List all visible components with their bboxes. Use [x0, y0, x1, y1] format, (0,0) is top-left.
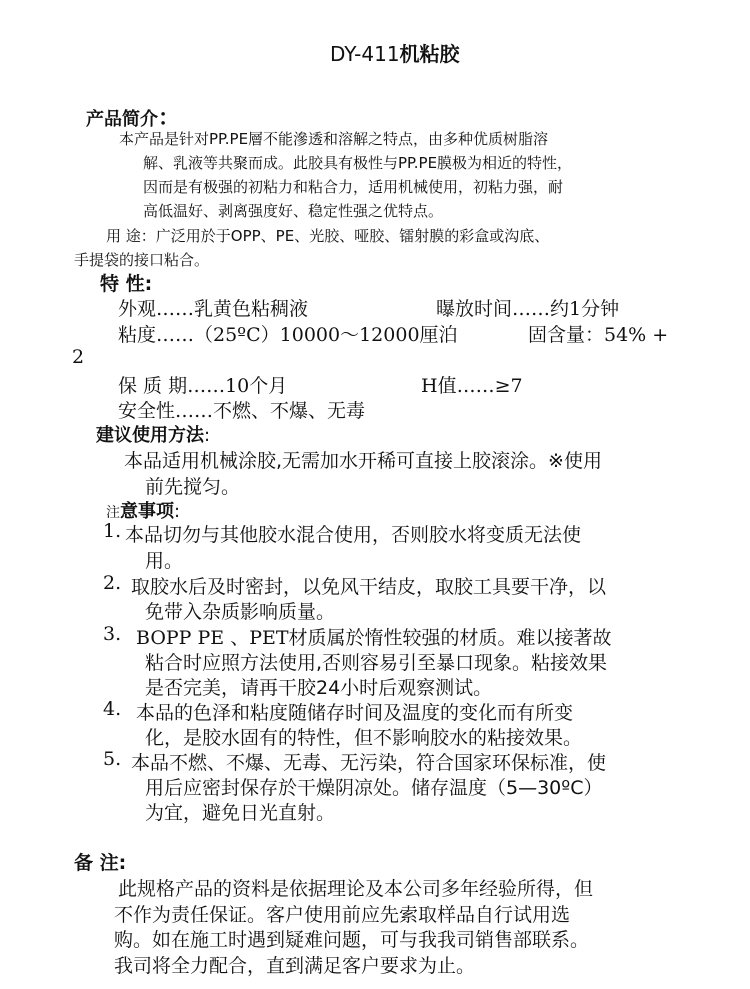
intro-heading: 产品简介：	[86, 106, 181, 131]
note-line: 本品不燃、不爆、无毒、无污染，符合国家环保标准，使	[131, 752, 607, 774]
method-line: 本品适用机械涂胶,无需加水开稀可直接上胶滚涂。※使用	[124, 450, 602, 472]
property-exposure: 曝放时间……约1分钟	[436, 298, 620, 320]
usage-line: 用 途：广泛用於于OPP、PE、光胶、哑胶、镭射膜的彩盒或沟底、	[106, 227, 550, 245]
property-safety: 安全性……不燃、不爆、无毒	[118, 400, 366, 422]
properties-heading: 特 性:	[100, 273, 153, 295]
note-line: 用后应密封保存於干燥阴凉处。储存温度（5—30ºC）	[145, 777, 603, 799]
note-number: 3.	[103, 623, 122, 645]
product-code: DY-411	[330, 42, 400, 66]
property-viscosity: 粘度……（25ºC）10000～12000厘泊	[118, 324, 458, 346]
note-number: 2.	[103, 572, 122, 594]
usage-line: 手提袋的接口粘合。	[74, 251, 210, 269]
note-number: 4.	[103, 698, 122, 720]
remark-heading: 备 注:	[74, 852, 127, 874]
property-solids: 固含量：54% +	[528, 324, 669, 346]
property-appearance: 外观……乳黄色粘稠液	[118, 298, 309, 320]
intro-line: 高低温好、剥离强度好、稳定性强之优特点。	[143, 202, 444, 220]
note-line: 免带入杂质影响质量。	[145, 601, 336, 623]
method-line: 前先搅匀。	[145, 476, 241, 498]
note-number: 1.	[103, 520, 122, 542]
intro-line: 因而是有极强的初粘力和粘合力，适用机械使用，初粘力强，耐	[143, 178, 564, 196]
note-line: 本品的色泽和粘度随储存时间及温度的变化而有所变	[136, 702, 574, 724]
note-line: BOPP PE 、PET材质属於惰性较强的材质。难以接著故	[136, 627, 612, 649]
note-line: 粘合时应照方法使用,否则容易引至暴口现象。粘接效果	[145, 652, 608, 674]
note-line: 用。	[145, 550, 184, 572]
note-line: 是否完美，请再干胶24小时后观察测试。	[145, 677, 493, 699]
remark-line: 我司将全力配合，直到满足客户要求为止。	[114, 955, 476, 977]
property-ph: H值……≥7	[421, 375, 523, 397]
intro-line: 解、乳液等共聚而成。此胶具有极性与PP.PE膜极为相近的特性，	[143, 154, 573, 172]
note-number: 5.	[103, 748, 122, 770]
remark-line: 不作为责任保证。客户使用前应先索取样品自行试用选	[114, 904, 571, 926]
intro-line: 本产品是针对PP.PE層不能滲透和溶解之特点，由多种优质树脂溶	[119, 130, 549, 148]
notes-heading: 注意事项:	[106, 501, 181, 522]
remark-line: 购。如在施工时遇到疑难问题，可与我我司销售部联系。	[114, 929, 590, 951]
remark-line: 此规格产品的资料是依据理论及本公司多年经验所得，但	[118, 878, 594, 900]
property-shelf-life: 保 质 期……10个月	[118, 375, 288, 397]
note-line: 本品切勿与其他胶水混合使用，否则胶水将变质无法使	[125, 524, 582, 546]
note-line: 取胶水后及时密封，以免风干结皮，取胶工具要干净，以	[131, 576, 607, 598]
note-line: 为宜，避免日光直射。	[145, 802, 336, 824]
product-name: 机粘胶	[399, 42, 460, 66]
page-title	[330, 38, 460, 67]
property-solids-cont: 2	[72, 346, 85, 368]
method-heading: 建议使用方法:	[96, 425, 211, 446]
note-line: 化，是胶水固有的特性，但不影响胶水的粘接效果。	[145, 727, 583, 749]
